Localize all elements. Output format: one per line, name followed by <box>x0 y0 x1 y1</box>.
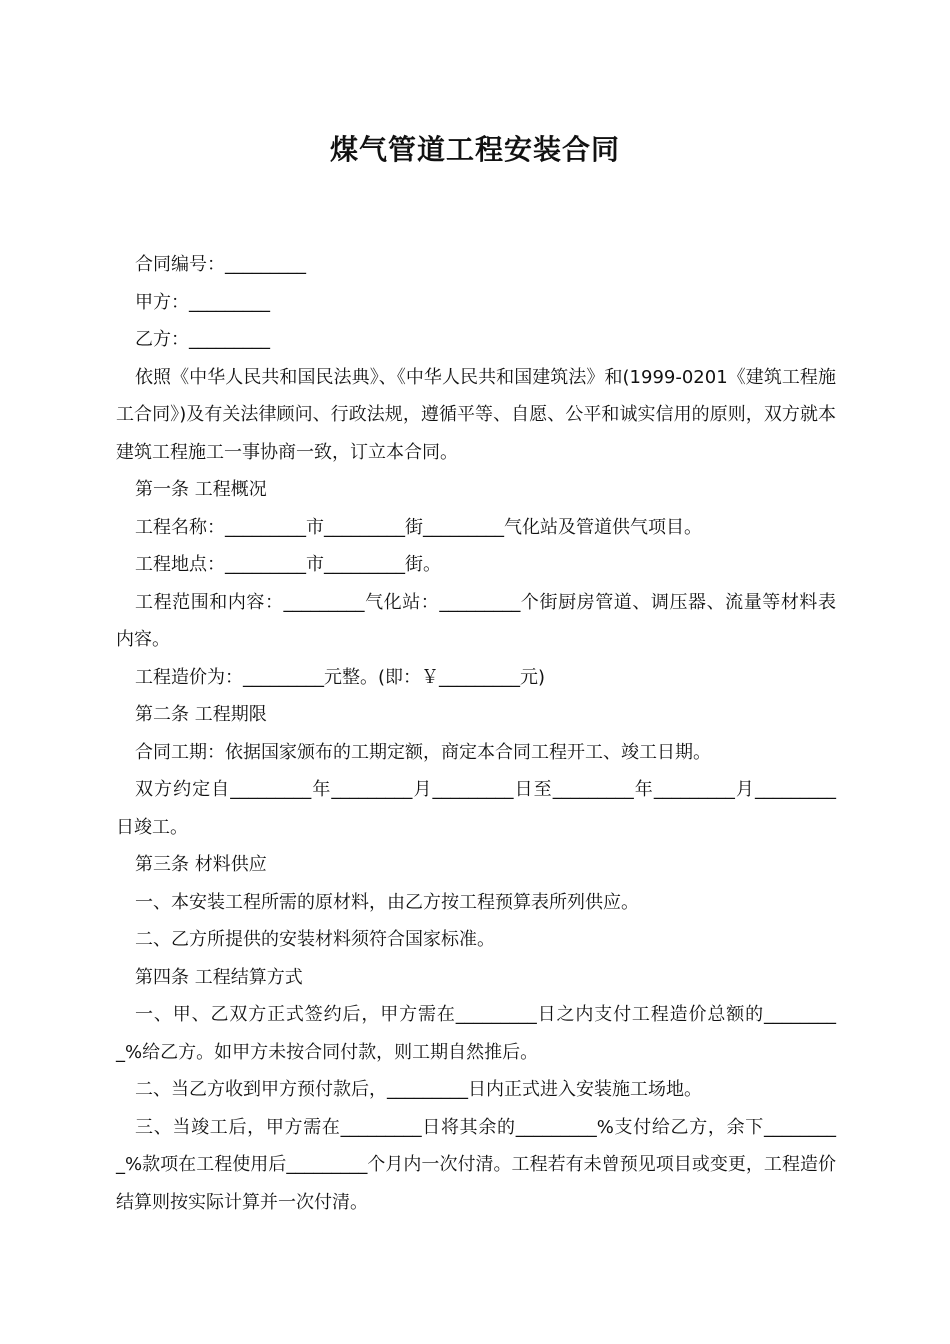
article-4-heading: 第四条 工程结算方式 <box>135 966 303 988</box>
contract-period-line: 合同工期：依据国家颁布的工期定额，商定本合同工程开工、竣工日期。 <box>135 741 711 763</box>
document-body <box>116 246 836 1221</box>
material-supply-item-2: 二、乙方所提供的安装材料须符合国家标准。 <box>135 929 495 950</box>
document-title: 煤气管道工程安装合同 <box>329 133 620 166</box>
settlement-item-3: 三、当竣工后，甲方需在_________日将其余的_________%支付给乙方，余下_________%款项在工程使用后_________个月内一次付清。工程若有未曾预见项目或变更，工程造价结算则按实际计算并一次付清。 <box>116 1116 836 1213</box>
agreed-dates-paragraph: 双方约定自_________年_________月_________日至_________年_________月_________日竣工。 <box>116 779 836 838</box>
article-3-heading: 第三条 材料供应 <box>135 854 267 875</box>
article-2-heading: 第二条 工程期限 <box>135 704 267 725</box>
preamble-paragraph: 依照《中华人民共和国民法典》、《中华人民共和国建筑法》和(1999-0201《建筑工程施工合同》)及有关法律顾问、行政法规，遵循平等、自愿、公平和诚实信用的原则，双方就本建筑工程施工一事协商一致，订立本合同。 <box>116 366 836 463</box>
project-location-line: 工程地点：_________市_________街。 <box>135 554 441 575</box>
project-name-line: 工程名称：_________市_________街_________气化站及管道供气项目。 <box>135 516 702 538</box>
material-supply-item-1: 一、本安装工程所需的原材料，由乙方按工程预算表所列供应。 <box>135 891 639 913</box>
settlement-item-1: 一、甲、乙双方正式签约后，甲方需在_________日之内支付工程造价总额的_________%给乙方。如甲方未按合同付款，则工期自然推后。 <box>116 1004 836 1063</box>
party-b-line: 乙方：_________ <box>135 329 270 350</box>
project-scope-paragraph: 工程范围和内容：_________气化站：_________个街厨房管道、调压器、流量等材料表内容。 <box>116 591 836 650</box>
article-1-heading: 第一条 工程概况 <box>135 479 267 500</box>
settlement-item-2: 二、当乙方收到甲方预付款后，_________日内正式进入安装施工场地。 <box>135 1079 702 1100</box>
party-a-line: 甲方：_________ <box>135 291 270 313</box>
project-cost-line: 工程造价为：_________元整。(即：￥_________元) <box>135 666 546 688</box>
contract-number-line: 合同编号：_________ <box>135 254 306 275</box>
